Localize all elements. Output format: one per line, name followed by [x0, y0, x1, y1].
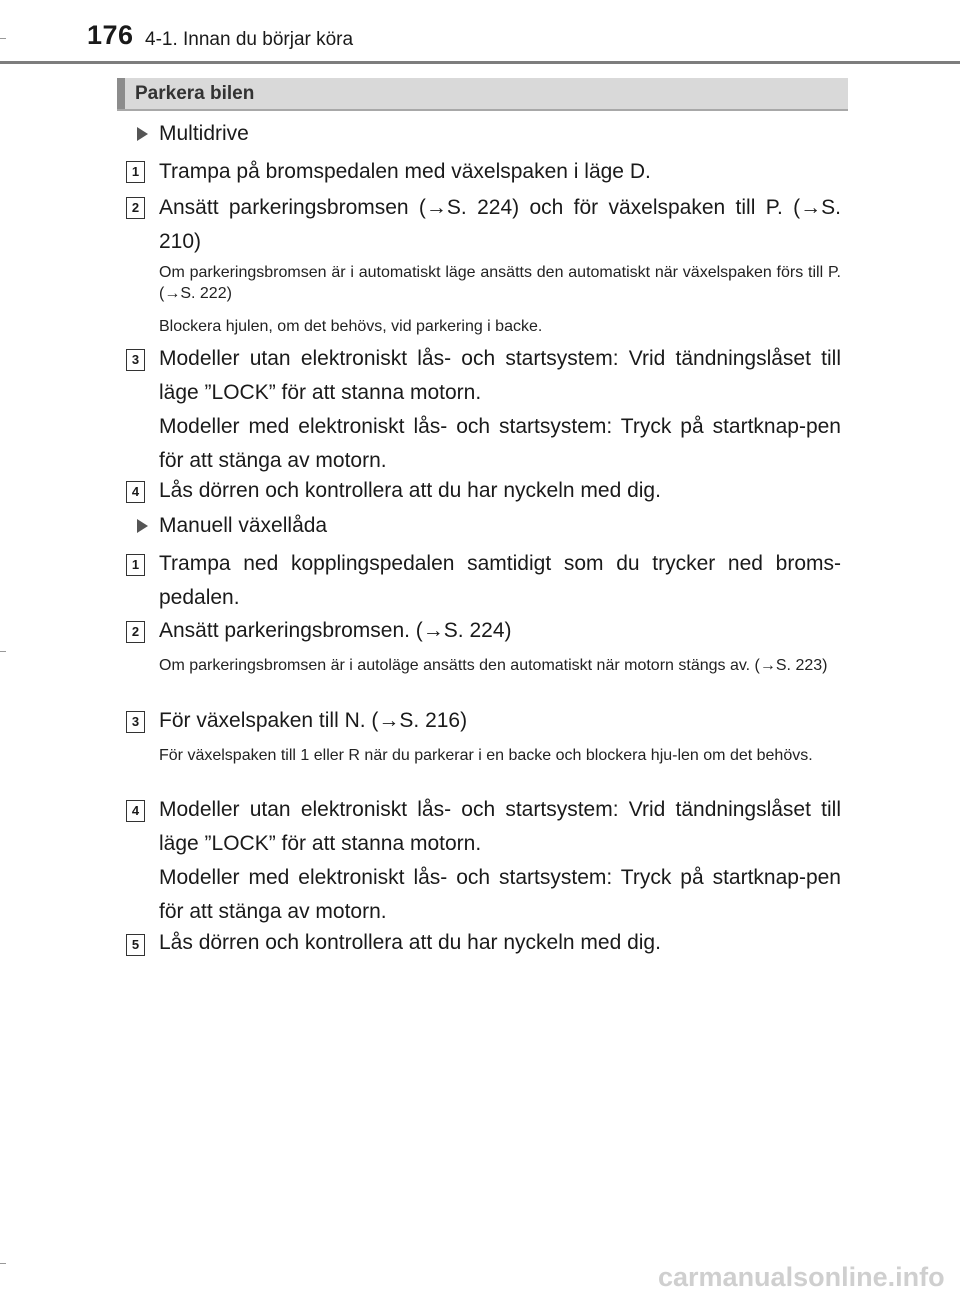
step-number-badge: 3	[126, 711, 145, 733]
crop-mark	[0, 1263, 6, 1264]
step-number-badge: 2	[126, 197, 145, 219]
step-number-badge: 2	[126, 621, 145, 643]
step-note: Blockera hjulen, om det behövs, vid parkering i backe.	[159, 318, 543, 335]
step-note: Om parkeringsbromsen är i autoläge ansätts den automatiskt när motorn stängs av. (→S. 223)	[159, 657, 828, 674]
step-text: Modeller utan elektroniskt lås- och startsystem: Vrid tändningslåset till läge ”LOCK” för att stanna motorn.	[159, 798, 841, 855]
triangle-bullet-icon	[137, 519, 148, 533]
step-note: För växelspaken till 1 eller R när du parkerar i en backe och blockera hju-len om det behövs.	[159, 747, 813, 764]
step-number-badge: 4	[126, 481, 145, 503]
watermark-logo	[656, 1256, 946, 1296]
step-number-badge: 3	[126, 349, 145, 371]
section-title: Parkera bilen	[135, 83, 255, 104]
step-text: Ansätt parkeringsbromsen (→S. 224) och för växelspaken till P. (→S. 210)	[159, 196, 841, 253]
step-text-alt: Modeller med elektroniskt lås- och startsystem: Tryck på startknap-pen för att stänga av motorn.	[159, 866, 841, 923]
header-divider	[0, 61, 960, 64]
step-number-badge: 4	[126, 800, 145, 822]
step-number-badge: 1	[126, 161, 145, 183]
step-note: Om parkeringsbromsen är i automatiskt läge ansätts den automatiskt när växelspaken förs till P. (→S. 222)	[159, 264, 841, 302]
watermark-text: carmanualsonline.info	[658, 1262, 945, 1292]
subheading-multidrive: Multidrive	[159, 122, 249, 145]
subheading-manual: Manuell växellåda	[159, 514, 328, 537]
step-text: Trampa ned kopplingspedalen samtidigt som du trycker ned broms-pedalen.	[159, 552, 841, 609]
step-text: För växelspaken till N. (→S. 216)	[159, 709, 468, 732]
step-text: Ansätt parkeringsbromsen. (→S. 224)	[159, 619, 512, 642]
section-heading	[117, 78, 848, 111]
step-text-alt: Modeller med elektroniskt lås- och startsystem: Tryck på startknap-pen för att stänga av motorn.	[159, 415, 841, 472]
crop-mark	[0, 38, 6, 39]
step-number-badge: 5	[126, 934, 145, 956]
step-text: Lås dörren och kontrollera att du har nyckeln med dig.	[159, 931, 661, 954]
page-number: 176	[87, 20, 134, 50]
step-text: Trampa på bromspedalen med växelspaken i läge D.	[159, 160, 651, 183]
triangle-bullet-icon	[137, 127, 148, 141]
step-text: Modeller utan elektroniskt lås- och startsystem: Vrid tändningslåset till läge ”LOCK” för att stanna motorn.	[159, 347, 841, 404]
step-number-badge: 1	[126, 554, 145, 576]
crop-mark	[0, 651, 6, 652]
chapter-title: 4-1. Innan du börjar köra	[145, 29, 354, 50]
section-accent	[117, 78, 125, 109]
step-text: Lås dörren och kontrollera att du har nyckeln med dig.	[159, 479, 661, 502]
